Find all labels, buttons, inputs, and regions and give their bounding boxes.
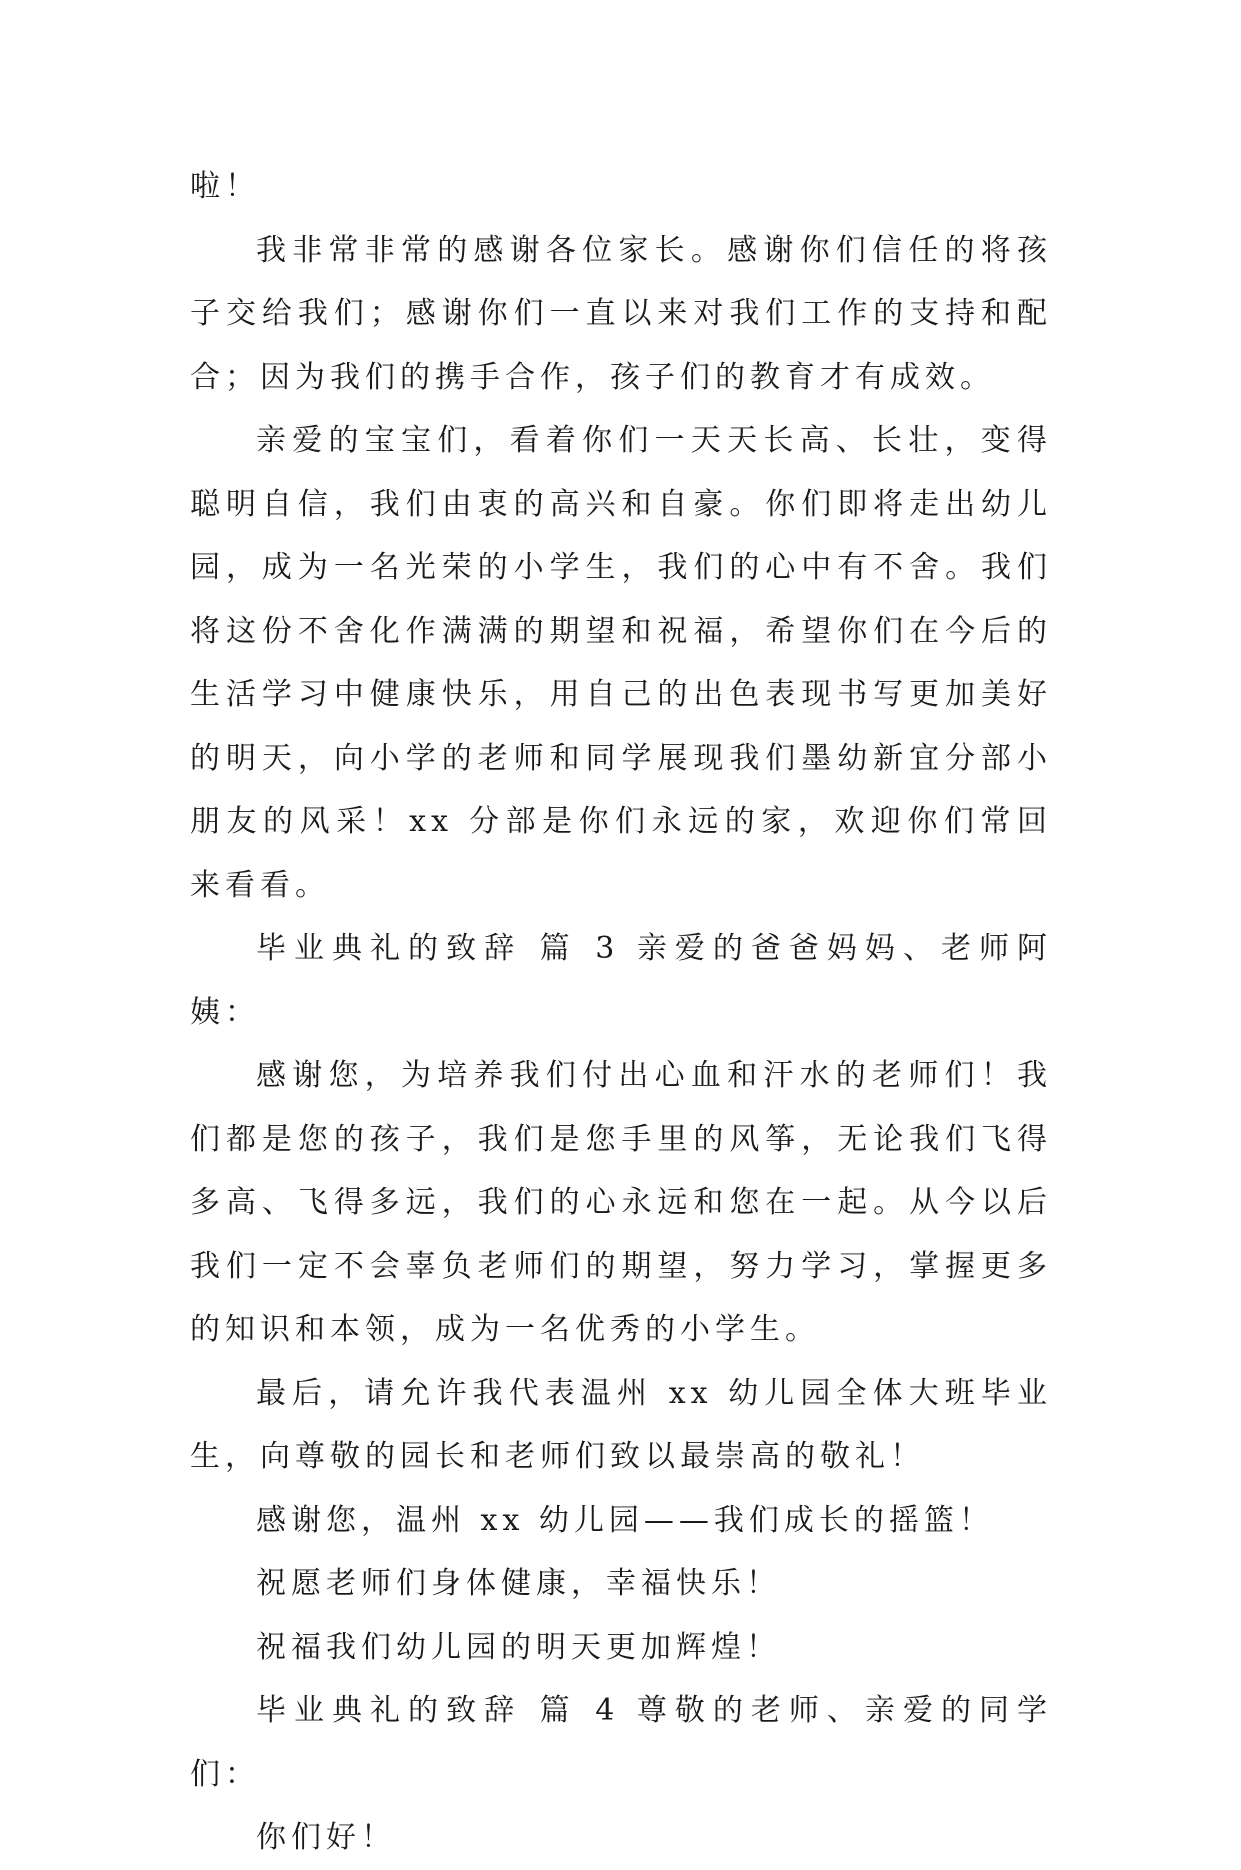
paragraph-cradle: 感谢您，温州 xx 幼儿园——我们成长的摇篮！ (256, 1502, 994, 1538)
paragraph-wish-health: 祝愿老师们身体健康，幸福快乐！ (256, 1566, 781, 1601)
section-heading-4: 毕业典礼的致辞 篇 4 尊敬的老师、亲爱的同学们： (190, 1693, 1052, 1792)
paragraph-thanks-parents: 我非常非常的感谢各位家长。感谢你们信任的将孩子交给我们；感谢你们一直以来对我们工作的支持和配合；因为我们的携手合作，孩子们的教育才有成效。 (190, 232, 1052, 395)
paragraph-salute: 最后，请允许我代表温州 xx 幼儿园全体大班毕业生，向尊敬的园长和老师们致以最崇高的敬礼！ (190, 1375, 1052, 1474)
paragraph-thanks-teachers: 感谢您，为培养我们付出心血和汗水的老师们！我们都是您的孩子，我们是您手里的风筝，无论我们飞得多高、飞得多远，我们的心永远和您在一起。从今以后我们一定不会辜负老师们的期望，努力学习，掌握更多的知识和本领，成为一名优秀的小学生。 (190, 1058, 1052, 1347)
paragraph-wish-future: 祝福我们幼儿园的明天更加辉煌！ (256, 1629, 781, 1665)
section-heading-3: 毕业典礼的致辞 篇 3 亲爱的爸爸妈妈、老师阿姨： (190, 931, 1052, 1030)
document-body (190, 155, 1052, 1870)
paragraph-greeting: 你们好！ (256, 1820, 396, 1855)
paragraph-continuation: 啦！ (190, 169, 260, 204)
paragraph-dear-children: 亲爱的宝宝们，看着你们一天天长高、长壮，变得聪明自信，我们由衷的高兴和自豪。你们即将走出幼儿园，成为一名光荣的小学生，我们的心中有不舍。我们将这份不舍化作满满的期望和祝福，希望你们在今后的生活学习中健康快乐，用自己的出色表现书写更加美好的明天，向小学的老师和同学展现我们墨幼新宜分部小朋友的风采！xx 分部是你们永远的家，欢迎你们常回来看看。 (190, 423, 1052, 903)
